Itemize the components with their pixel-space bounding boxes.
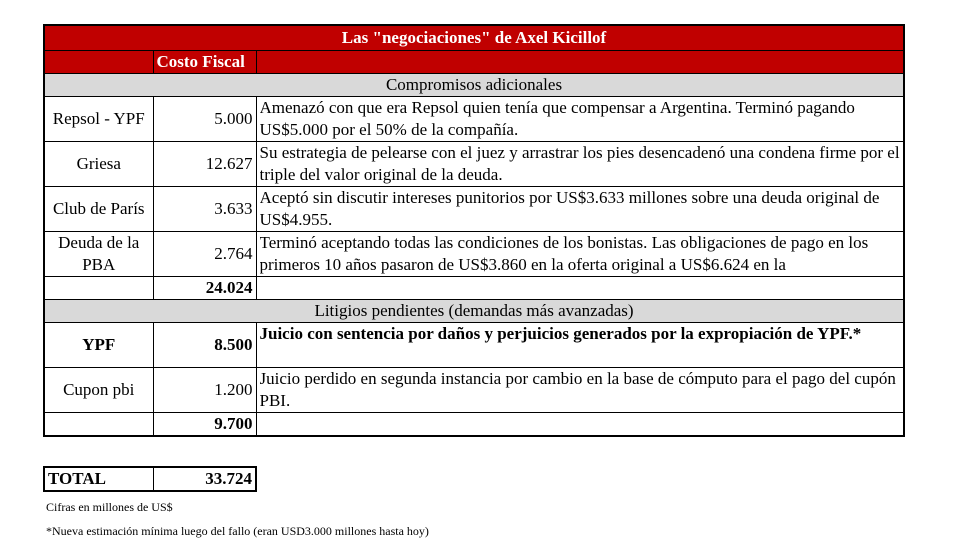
table-row: [44, 232, 904, 277]
row-name: Deuda de la PBA: [44, 232, 153, 277]
section-heading-row: [44, 300, 904, 323]
table-row: [44, 368, 904, 413]
row-name: Cupon pbi: [44, 368, 153, 413]
total-row: [44, 467, 256, 491]
row-description: Aceptó sin discutir intereses punitorios por US$3.633 millones sobre una deuda original de US$4.955.: [259, 188, 880, 229]
table-row: [44, 323, 904, 368]
subtotal-empty-cell: [44, 413, 153, 437]
row-description: Terminó aceptando todas las condiciones de los bonistas. Las obligaciones de pago en los primeros 10 años pasaron de US$3.860 en la oferta original a US$6.624 en la: [259, 233, 869, 274]
cost-column-header: Costo Fiscal: [153, 51, 256, 74]
row-cost: 5.000: [153, 97, 256, 142]
row-name: Griesa: [44, 142, 153, 187]
total-label: TOTAL: [44, 467, 153, 491]
header-empty-cell: [256, 51, 904, 74]
row-description: Juicio perdido en segunda instancia por cambio en la base de cómputo para el pago del cupón PBI.: [259, 369, 896, 410]
header-row: [44, 51, 904, 74]
table-row: [44, 97, 904, 142]
table-row: [44, 142, 904, 187]
section-heading-compromisos: Compromisos adicionales: [44, 74, 904, 97]
footnote: *Nueva estimación mínima luego del fallo (eran USD3.000 millones hasta hoy): [46, 524, 429, 538]
subtotal-row: [44, 277, 904, 300]
row-description: Amenazó con que era Repsol quien tenía que compensar a Argentina. Terminó pagando US$5.000 por el 50% de la compañía.: [259, 98, 855, 139]
row-name: Club de París: [44, 187, 153, 232]
costs-table: [43, 24, 905, 437]
header-empty-cell: [44, 51, 153, 74]
row-description: Juicio con sentencia por daños y perjuicios generados por la expropiación de YPF.*: [259, 324, 862, 343]
total-value: 33.724: [153, 467, 256, 491]
total-table: [43, 466, 257, 492]
units-note: Cifras en millones de US$: [46, 500, 173, 514]
subtotal-empty-cell: [256, 413, 904, 437]
section-heading-row: [44, 74, 904, 97]
table-title: Las "negociaciones" de Axel Kicillof: [44, 25, 904, 51]
subtotal-value: 9.700: [153, 413, 256, 437]
row-cost: 1.200: [153, 368, 256, 413]
subtotal-empty-cell: [256, 277, 904, 300]
subtotal-row: [44, 413, 904, 437]
row-name: YPF: [44, 323, 153, 368]
subtotal-empty-cell: [44, 277, 153, 300]
title-row: [44, 25, 904, 51]
row-cost: 12.627: [153, 142, 256, 187]
row-cost: 3.633: [153, 187, 256, 232]
table-row: [44, 187, 904, 232]
row-cost: 2.764: [153, 232, 256, 277]
section-heading-litigios: Litigios pendientes (demandas más avanzadas): [44, 300, 904, 323]
row-cost: 8.500: [153, 323, 256, 368]
subtotal-value: 24.024: [153, 277, 256, 300]
row-description: Su estrategia de pelearse con el juez y arrastrar los pies desencadenó una condena firme por el triple del valor original de la deuda.: [259, 143, 900, 184]
row-name: Repsol - YPF: [44, 97, 153, 142]
